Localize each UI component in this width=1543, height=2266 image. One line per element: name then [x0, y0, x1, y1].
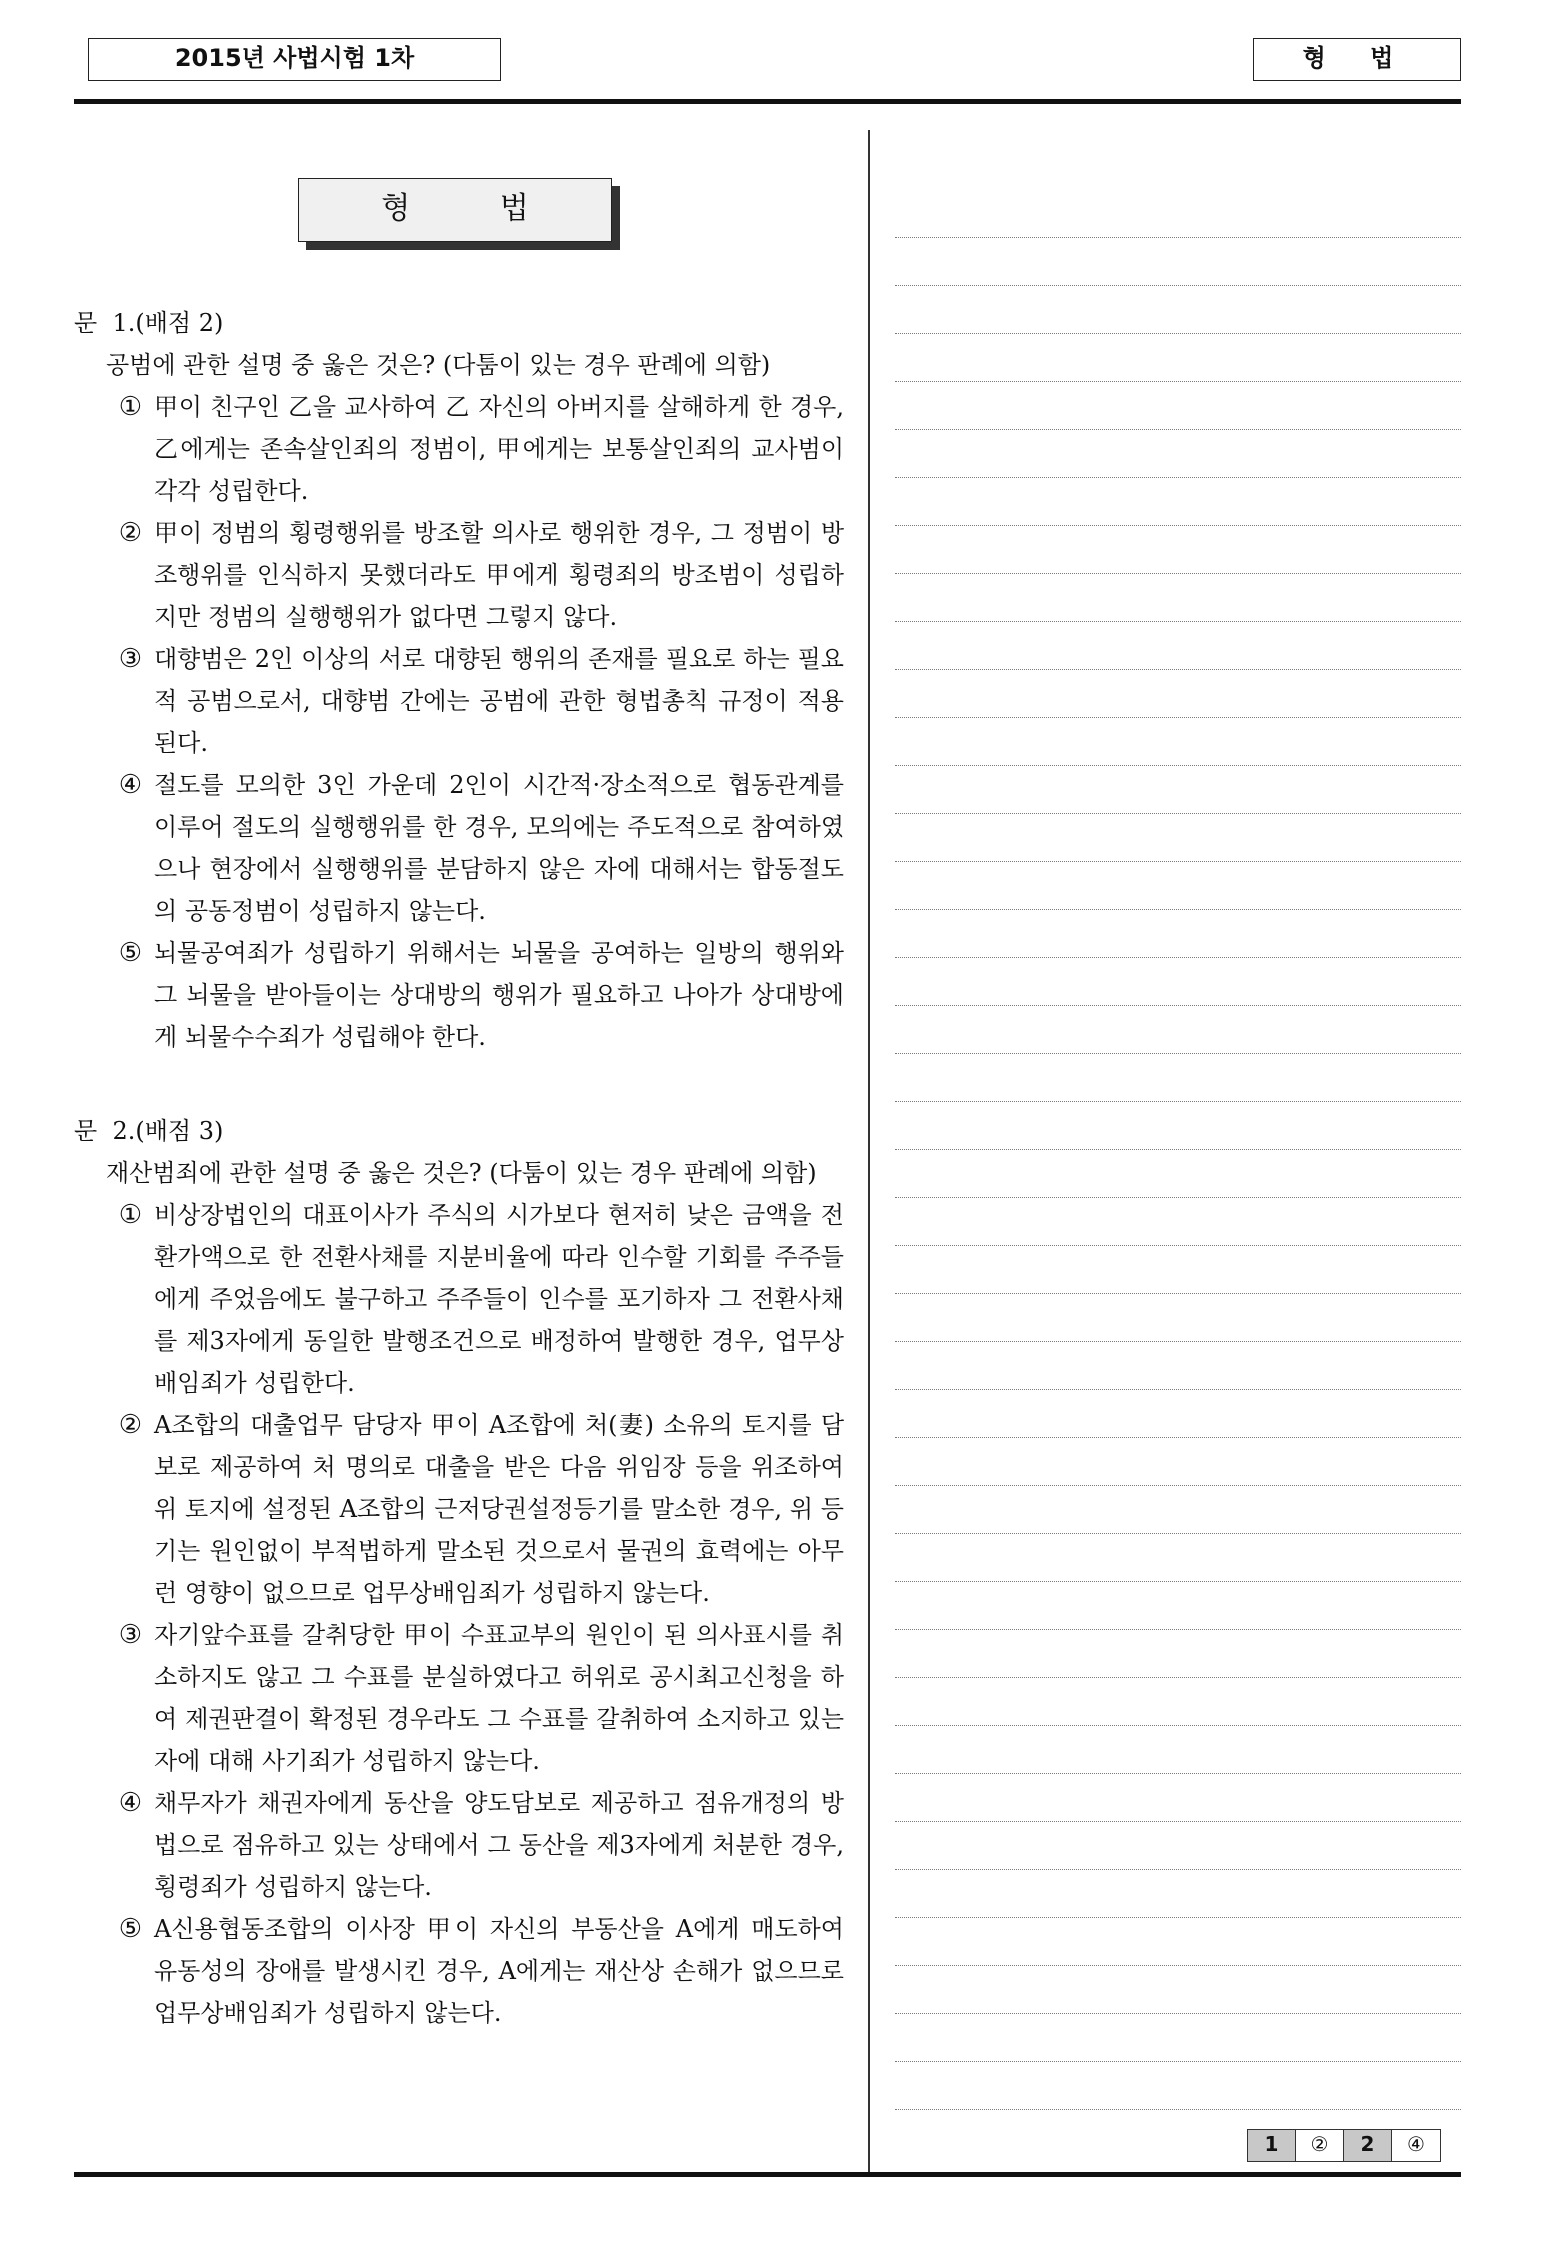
memo-line: [895, 910, 1461, 958]
memo-line: [895, 1534, 1461, 1582]
memo-line: [895, 1342, 1461, 1390]
question-column: [74, 302, 844, 2034]
question-spacer: [74, 1058, 844, 1110]
memo-line: [895, 334, 1461, 382]
option-number: ⑤: [118, 1914, 142, 1944]
page-cell: 1: [1248, 2130, 1296, 2161]
option-number: ③: [118, 644, 142, 674]
subject-title: 형 법: [298, 178, 612, 242]
memo-line: [895, 190, 1461, 238]
memo-line: [895, 1774, 1461, 1822]
memo-line: [895, 2014, 1461, 2062]
option-text: 절도를 모의한 3인 가운데 2인이 시간적·장소적으로 협동관계를 이루어 절도의 실행행위를 한 경우, 모의에는 주도적으로 참여하였으나 현장에서 실행행위를 분담하지 않은 자에 대해서는 합동절도의 공동정범이 성립하지 않는다.: [154, 771, 844, 925]
option-text: 채무자가 채권자에게 동산을 양도담보로 제공하고 점유개정의 방법으로 점유하고 있는 상태에서 그 동산을 제3자에게 처분한 경우, 횡령죄가 성립하지 않는다.: [154, 1789, 844, 1901]
memo-line: [895, 2062, 1461, 2110]
option-number: ③: [118, 1620, 142, 1650]
top-rule: [74, 99, 1461, 104]
question-stem: 재산범죄에 관한 설명 중 옳은 것은? (다툼이 있는 경우 판례에 의함): [106, 1159, 817, 1187]
memo-lines: [895, 190, 1461, 2110]
memo-line: [895, 1438, 1461, 1486]
bottom-rule: [74, 2172, 1461, 2177]
memo-line: [895, 958, 1461, 1006]
memo-line: [895, 1006, 1461, 1054]
memo-line: [895, 574, 1461, 622]
question-2: [74, 1110, 844, 2034]
option-text: 뇌물공여죄가 성립하기 위해서는 뇌물을 공여하는 일방의 행위와 그 뇌물을 받아들이는 상대방의 행위가 필요하고 나아가 상대방에게 뇌물수수죄가 성립해야 한다.: [154, 939, 844, 1051]
memo-line: [895, 622, 1461, 670]
memo-line: [895, 1726, 1461, 1774]
option-number: ②: [118, 1410, 142, 1440]
memo-line: [895, 814, 1461, 862]
memo-line: [895, 382, 1461, 430]
option-1[interactable]: [74, 386, 844, 512]
page-cell: ④: [1392, 2130, 1440, 2161]
option-4[interactable]: [74, 1782, 844, 1908]
memo-line: [895, 1390, 1461, 1438]
memo-line: [895, 1054, 1461, 1102]
memo-line: [895, 1102, 1461, 1150]
memo-line: [895, 1198, 1461, 1246]
option-number: ②: [118, 518, 142, 548]
memo-line: [895, 1630, 1461, 1678]
memo-line: [895, 862, 1461, 910]
question-1: [74, 302, 844, 1058]
option-text: 대향범은 2인 이상의 서로 대향된 행위의 존재를 필요로 하는 필요적 공범으로서, 대향범 간에는 공범에 관한 형법총칙 규정이 적용된다.: [154, 645, 844, 757]
option-3[interactable]: [74, 638, 844, 764]
memo-line: [895, 1246, 1461, 1294]
memo-line: [895, 1582, 1461, 1630]
memo-line: [895, 478, 1461, 526]
option-text: 甲이 친구인 乙을 교사하여 乙 자신의 아버지를 살해하게 한 경우, 乙에게는 존속살인죄의 정범이, 甲에게는 보통살인죄의 교사범이 각각 성립한다.: [154, 393, 844, 505]
option-5[interactable]: [74, 1908, 844, 2034]
memo-line: [895, 718, 1461, 766]
memo-line: [895, 1150, 1461, 1198]
memo-line: [895, 1294, 1461, 1342]
question-stem: 공범에 관한 설명 중 옳은 것은? (다툼이 있는 경우 판례에 의함): [106, 351, 771, 379]
option-text: 비상장법인의 대표이사가 주식의 시가보다 현저히 낮은 금액을 전환가액으로 한 전환사채를 지분비율에 따라 인수할 기회를 주주들에게 주었음에도 불구하고 주주들이 인수를 포기하자 그 전환사채를 제3자에게 동일한 발행조건으로 배정하여 발행한 경우, 업무상배임죄가 성립한다.: [154, 1201, 844, 1397]
question-label: 문 2.(배점 3): [74, 1117, 224, 1145]
option-number: ①: [118, 1200, 142, 1230]
option-5[interactable]: [74, 932, 844, 1058]
memo-line: [895, 1486, 1461, 1534]
option-3[interactable]: [74, 1614, 844, 1782]
memo-line: [895, 1678, 1461, 1726]
page-cell: ②: [1296, 2130, 1344, 2161]
option-2[interactable]: [74, 512, 844, 638]
memo-line: [895, 1918, 1461, 1966]
question-label: 문 1.(배점 2): [74, 309, 224, 337]
option-number: ④: [118, 1788, 142, 1818]
option-1[interactable]: [74, 1194, 844, 1404]
option-text: 甲이 정범의 횡령행위를 방조할 의사로 행위한 경우, 그 정범이 방조행위를 인식하지 못했더라도 甲에게 횡령죄의 방조범이 성립하지만 정범의 실행행위가 없다면 그렇지 않다.: [154, 519, 844, 631]
page-cell: 2: [1344, 2130, 1392, 2161]
subject-header-box: 형 법: [1253, 38, 1461, 81]
memo-line: [895, 1822, 1461, 1870]
memo-line: [895, 526, 1461, 574]
memo-line: [895, 670, 1461, 718]
column-divider: [868, 130, 870, 2172]
memo-line: [895, 766, 1461, 814]
memo-line: [895, 286, 1461, 334]
option-number: ⑤: [118, 938, 142, 968]
option-number: ①: [118, 392, 142, 422]
memo-line: [895, 430, 1461, 478]
option-number: ④: [118, 770, 142, 800]
option-text: A조합의 대출업무 담당자 甲이 A조합에 처(妻) 소유의 토지를 담보로 제공하여 처 명의로 대출을 받은 다음 위임장 등을 위조하여 위 토지에 설정된 A조합의 근저당권설정등기를 말소한 경우, 위 등기는 원인없이 부적법하게 말소된 것으로서 물권의 효력에는 아무런 영향이 없으므로 업무상배임죄가 성립하지 않는다.: [154, 1411, 844, 1607]
memo-line: [895, 238, 1461, 286]
option-text: 자기앞수표를 갈취당한 甲이 수표교부의 원인이 된 의사표시를 취소하지도 않고 그 수표를 분실하였다고 허위로 공시최고신청을 하여 제권판결이 확정된 경우라도 그 수표를 갈취하여 소지하고 있는 자에 대해 사기죄가 성립하지 않는다.: [154, 1621, 844, 1775]
page-indicator: [1247, 2129, 1441, 2162]
exam-title-box: 2015년 사법시험 1차: [88, 38, 501, 81]
memo-line: [895, 1966, 1461, 2014]
memo-line: [895, 1870, 1461, 1918]
option-2[interactable]: [74, 1404, 844, 1614]
option-4[interactable]: [74, 764, 844, 932]
option-text: A신용협동조합의 이사장 甲이 자신의 부동산을 A에게 매도하여 유동성의 장애를 발생시킨 경우, A에게는 재산상 손해가 없으므로 업무상배임죄가 성립하지 않는다.: [154, 1915, 844, 2027]
